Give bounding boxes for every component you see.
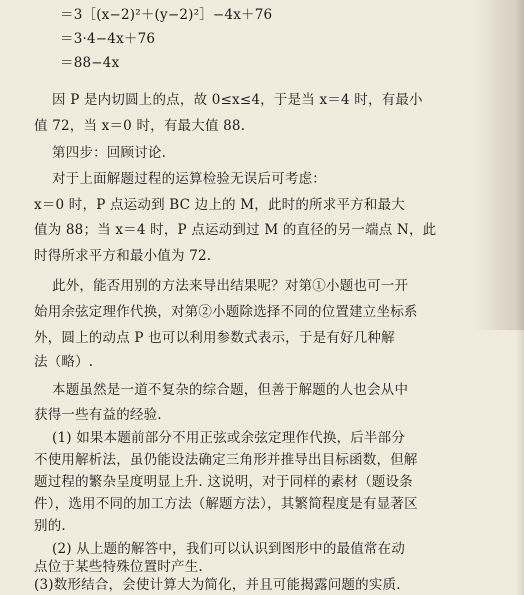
equation-line-1: ＝3［(x−2)²＋(y−2)²］−4x＋76	[60, 7, 273, 23]
section-heading: 第四步：回顾讨论.	[52, 145, 167, 161]
paragraph-line-5: 值 72，当 x＝0 时，有最大值 88.	[34, 118, 246, 134]
paragraph-line-24: (3)数形结合，会使计算大为简化，并且可能揭露问题的实质.	[34, 577, 401, 593]
paragraph-line-19: 题过程的繁杂呈度明显上升. 这说明，对于同样的素材（题设条	[34, 474, 413, 490]
paragraph-line-20: 件），选用不同的加工方法（解题方法），其繁简程度是有显著区	[34, 496, 418, 512]
paragraph-line-4: 因 P 是内切圆上的点，故 0≤x≤4，于是当 x＝4 时，有最小	[52, 92, 423, 108]
paragraph-line-21: 别的.	[34, 518, 66, 534]
equation-line-3: ＝88−4x	[60, 55, 120, 71]
equation-line-2: ＝3·4−4x＋76	[60, 31, 156, 47]
page-fold-shadow	[516, 0, 524, 595]
paragraph-line-17: (1) 如果本题前部分不用正弦或余弦定理作代换，后半部分	[52, 430, 406, 446]
paragraph-line-16: 获得一些有益的经验.	[34, 407, 162, 423]
paragraph-line-11: 此外，能否用别的方法来导出结果呢？对第①小题也可一开	[52, 278, 409, 294]
paragraph-line-15: 本题虽然是一道不复杂的综合题，但善于解题的人也会从中	[52, 382, 409, 398]
paragraph-line-14: 法（略）.	[34, 354, 94, 370]
paragraph-line-12: 始用余弦定理作代换，对第②小题除选择不同的位置建立坐标系	[34, 304, 418, 320]
paragraph-line-18: 不使用解析法，虽仍能设法确定三角形并推导出目标函数，但解	[34, 452, 418, 468]
paragraph-line-10: 时得所求平方和最小值为 72.	[34, 248, 212, 264]
paragraph-line-8: x＝0 时，P 点运动到 BC 边上的 M，此时的所求平方和最大	[34, 197, 405, 213]
paragraph-line-7: 对于上面解题过程的运算检验无误后可考虑：	[52, 171, 326, 187]
paragraph-line-13: 外，圆上的动点 P 也可以利用参数式表示，于是有好几种解	[34, 330, 395, 346]
paragraph-line-22: (2) 从上题的解答中，我们可以认识到图形中的最值常在动	[52, 541, 406, 557]
paragraph-line-9: 值为 88；当 x＝4 时，P 点运动到过 M 的直径的另一端点 N，此	[34, 222, 437, 238]
paragraph-line-23: 点位于某些特殊位置时产生.	[34, 559, 203, 575]
